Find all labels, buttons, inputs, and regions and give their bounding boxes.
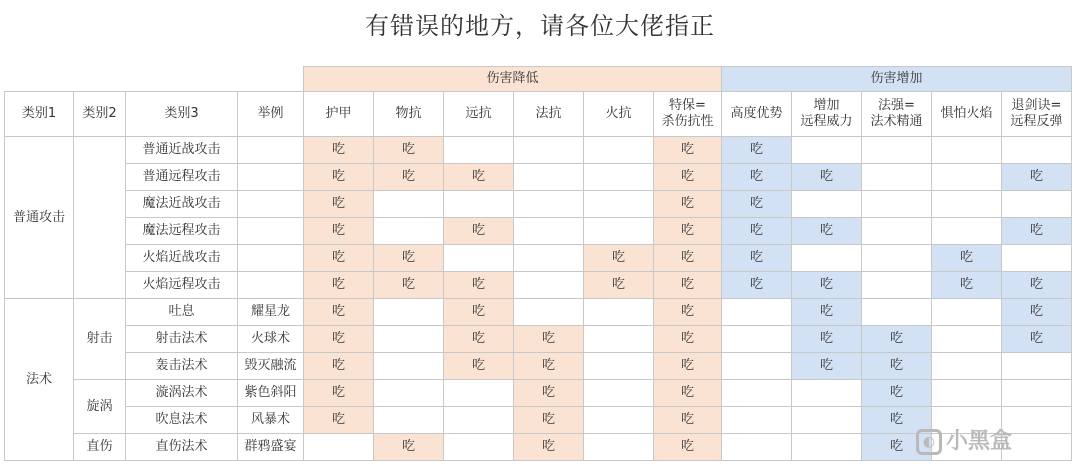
mark-cell (932, 299, 1002, 326)
mark-cell (792, 137, 862, 164)
example-cell (238, 218, 304, 245)
mark-cell (584, 191, 654, 218)
mark-cell (722, 380, 792, 407)
mark-cell: 吃 (584, 245, 654, 272)
mark-cell (514, 191, 584, 218)
mark-cell: 吃 (722, 191, 792, 218)
table-row (5, 407, 1072, 434)
mark-cell (862, 245, 932, 272)
mark-cell (932, 353, 1002, 380)
mark-cell (1002, 353, 1072, 380)
mark-cell: 吃 (654, 326, 722, 353)
damage-table (4, 66, 1072, 461)
mark-cell: 吃 (304, 299, 374, 326)
watermark-text: 小黑盒 (946, 429, 1013, 454)
mark-cell: 吃 (862, 434, 932, 461)
category3-cell: 轰击法术 (126, 353, 238, 380)
column-header: 惧怕火焰 (932, 92, 1002, 137)
mark-cell: 吃 (304, 245, 374, 272)
example-cell: 火球术 (238, 326, 304, 353)
mark-cell (932, 191, 1002, 218)
mark-cell (374, 326, 444, 353)
mark-cell (584, 434, 654, 461)
mark-cell: 吃 (654, 299, 722, 326)
column-header: 远抗 (444, 92, 514, 137)
mark-cell (932, 164, 1002, 191)
table-row (5, 326, 1072, 353)
category2-cell (74, 137, 126, 299)
table-row (5, 218, 1072, 245)
mark-cell: 吃 (722, 272, 792, 299)
mark-cell: 吃 (792, 218, 862, 245)
table-row (5, 299, 1072, 326)
example-cell: 群鸦盛宴 (238, 434, 304, 461)
mark-cell: 吃 (374, 164, 444, 191)
column-header: 护甲 (304, 92, 374, 137)
mark-cell (584, 137, 654, 164)
example-cell (238, 191, 304, 218)
mark-cell: 吃 (792, 299, 862, 326)
example-cell (238, 164, 304, 191)
column-header: 法强= 法术精通 (862, 92, 932, 137)
mark-cell (374, 380, 444, 407)
mark-cell: 吃 (444, 353, 514, 380)
column-header: 特保= 杀伤抗性 (654, 92, 722, 137)
mark-cell (444, 191, 514, 218)
category2-cell: 直伤 (74, 434, 126, 461)
category2-cell: 旋涡 (74, 380, 126, 434)
table-row (5, 380, 1072, 407)
column-header: 类别1 (5, 92, 74, 137)
category3-cell: 直伤法术 (126, 434, 238, 461)
mark-cell: 吃 (792, 353, 862, 380)
mark-cell: 吃 (792, 326, 862, 353)
mark-cell (792, 407, 862, 434)
mark-cell: 吃 (304, 326, 374, 353)
mark-cell (374, 191, 444, 218)
category3-cell: 漩涡法术 (126, 380, 238, 407)
watermark (916, 424, 1012, 455)
mark-cell (932, 380, 1002, 407)
example-cell (238, 272, 304, 299)
mark-cell (304, 434, 374, 461)
mark-cell: 吃 (444, 218, 514, 245)
mark-cell: 吃 (374, 434, 444, 461)
category3-cell: 吐息 (126, 299, 238, 326)
mark-cell: 吃 (1002, 272, 1072, 299)
category3-cell: 魔法远程攻击 (126, 218, 238, 245)
category2-cell: 射击 (74, 299, 126, 380)
mark-cell: 吃 (654, 218, 722, 245)
mark-cell: 吃 (654, 353, 722, 380)
mark-cell: 吃 (514, 353, 584, 380)
mark-cell (444, 137, 514, 164)
mark-cell (722, 326, 792, 353)
column-header: 物抗 (374, 92, 444, 137)
mark-cell: 吃 (304, 353, 374, 380)
mark-cell (932, 137, 1002, 164)
example-cell: 紫色斜阳 (238, 380, 304, 407)
mark-cell: 吃 (722, 245, 792, 272)
mark-cell: 吃 (654, 191, 722, 218)
mark-cell: 吃 (584, 272, 654, 299)
mark-cell (722, 434, 792, 461)
mark-cell: 吃 (444, 164, 514, 191)
mark-cell (514, 299, 584, 326)
mark-cell (444, 434, 514, 461)
mark-cell: 吃 (654, 380, 722, 407)
mark-cell: 吃 (862, 407, 932, 434)
table-row (5, 434, 1072, 461)
mark-cell: 吃 (932, 245, 1002, 272)
mark-cell: 吃 (374, 137, 444, 164)
mark-cell (374, 353, 444, 380)
mark-cell (584, 218, 654, 245)
mark-cell: 吃 (304, 218, 374, 245)
mark-cell: 吃 (862, 326, 932, 353)
column-header: 举例 (238, 92, 304, 137)
mark-cell (1002, 245, 1072, 272)
mark-cell (1002, 191, 1072, 218)
mark-cell: 吃 (514, 326, 584, 353)
watermark-logo-icon: ◐ (916, 429, 942, 455)
mark-cell (514, 272, 584, 299)
mark-cell (932, 218, 1002, 245)
mark-cell: 吃 (722, 164, 792, 191)
mark-cell (444, 380, 514, 407)
category3-cell: 吹息法术 (126, 407, 238, 434)
mark-cell: 吃 (932, 272, 1002, 299)
mark-cell: 吃 (654, 272, 722, 299)
mark-cell: 吃 (654, 245, 722, 272)
mark-cell: 吃 (304, 191, 374, 218)
mark-cell (862, 191, 932, 218)
mark-cell (374, 407, 444, 434)
page-title: 有错误的地方，请各位大佬指正 (365, 12, 715, 40)
mark-cell (722, 299, 792, 326)
mark-cell: 吃 (514, 380, 584, 407)
group-header-reduction: 伤害降低 (304, 67, 722, 92)
mark-cell: 吃 (374, 272, 444, 299)
mark-cell: 吃 (514, 434, 584, 461)
mark-cell: 吃 (792, 272, 862, 299)
category3-cell: 火焰近战攻击 (126, 245, 238, 272)
column-header: 法抗 (514, 92, 584, 137)
mark-cell (584, 326, 654, 353)
mark-cell: 吃 (1002, 218, 1072, 245)
mark-cell: 吃 (792, 164, 862, 191)
table-row (5, 191, 1072, 218)
mark-cell: 吃 (654, 164, 722, 191)
mark-cell (862, 218, 932, 245)
group-header-increase: 伤害增加 (722, 67, 1072, 92)
mark-cell (514, 218, 584, 245)
mark-cell (722, 407, 792, 434)
example-cell: 毁灭融流 (238, 353, 304, 380)
table-row (5, 137, 1072, 164)
column-header: 类别3 (126, 92, 238, 137)
mark-cell (792, 245, 862, 272)
mark-cell: 吃 (304, 137, 374, 164)
column-header: 增加 远程威力 (792, 92, 862, 137)
mark-cell (1002, 380, 1072, 407)
mark-cell: 吃 (862, 353, 932, 380)
mark-cell (584, 407, 654, 434)
mark-cell: 吃 (862, 380, 932, 407)
mark-cell (584, 299, 654, 326)
category3-cell: 魔法近战攻击 (126, 191, 238, 218)
example-cell (238, 137, 304, 164)
column-header-row (5, 92, 1072, 137)
mark-cell: 吃 (514, 407, 584, 434)
mark-cell: 吃 (444, 272, 514, 299)
mark-cell (584, 164, 654, 191)
mark-cell (514, 137, 584, 164)
example-cell: 耀星龙 (238, 299, 304, 326)
mark-cell (444, 245, 514, 272)
mark-cell (722, 353, 792, 380)
mark-cell: 吃 (304, 407, 374, 434)
mark-cell: 吃 (374, 245, 444, 272)
mark-cell (792, 380, 862, 407)
mark-cell (1002, 137, 1072, 164)
mark-cell: 吃 (444, 326, 514, 353)
mark-cell: 吃 (304, 164, 374, 191)
mark-cell: 吃 (722, 218, 792, 245)
column-header: 退剑诀= 远程反弹 (1002, 92, 1072, 137)
mark-cell: 吃 (654, 407, 722, 434)
mark-cell: 吃 (722, 137, 792, 164)
mark-cell (514, 164, 584, 191)
mark-cell: 吃 (654, 434, 722, 461)
mark-cell (862, 272, 932, 299)
mark-cell: 吃 (1002, 326, 1072, 353)
column-header: 类别2 (74, 92, 126, 137)
mark-cell (862, 299, 932, 326)
mark-cell (584, 353, 654, 380)
mark-cell (792, 191, 862, 218)
mark-cell (374, 299, 444, 326)
column-header: 高度优势 (722, 92, 792, 137)
column-header: 火抗 (584, 92, 654, 137)
mark-cell: 吃 (444, 299, 514, 326)
category3-cell: 射击法术 (126, 326, 238, 353)
example-cell (238, 245, 304, 272)
mark-cell (514, 245, 584, 272)
table-row (5, 164, 1072, 191)
example-cell: 风暴术 (238, 407, 304, 434)
table-row (5, 272, 1072, 299)
category1-cell: 普通攻击 (5, 137, 74, 299)
mark-cell (584, 380, 654, 407)
category3-cell: 普通远程攻击 (126, 164, 238, 191)
blank-corner (5, 67, 304, 92)
mark-cell (444, 407, 514, 434)
mark-cell (862, 137, 932, 164)
mark-cell (862, 164, 932, 191)
mark-cell (932, 326, 1002, 353)
mark-cell (792, 434, 862, 461)
category3-cell: 火焰远程攻击 (126, 272, 238, 299)
table-row (5, 245, 1072, 272)
category3-cell: 普通近战攻击 (126, 137, 238, 164)
mark-cell (374, 218, 444, 245)
mark-cell: 吃 (304, 380, 374, 407)
mark-cell: 吃 (1002, 299, 1072, 326)
mark-cell: 吃 (304, 272, 374, 299)
mark-cell: 吃 (654, 137, 722, 164)
mark-cell: 吃 (1002, 164, 1072, 191)
category1-cell: 法术 (5, 299, 74, 461)
table-row (5, 353, 1072, 380)
